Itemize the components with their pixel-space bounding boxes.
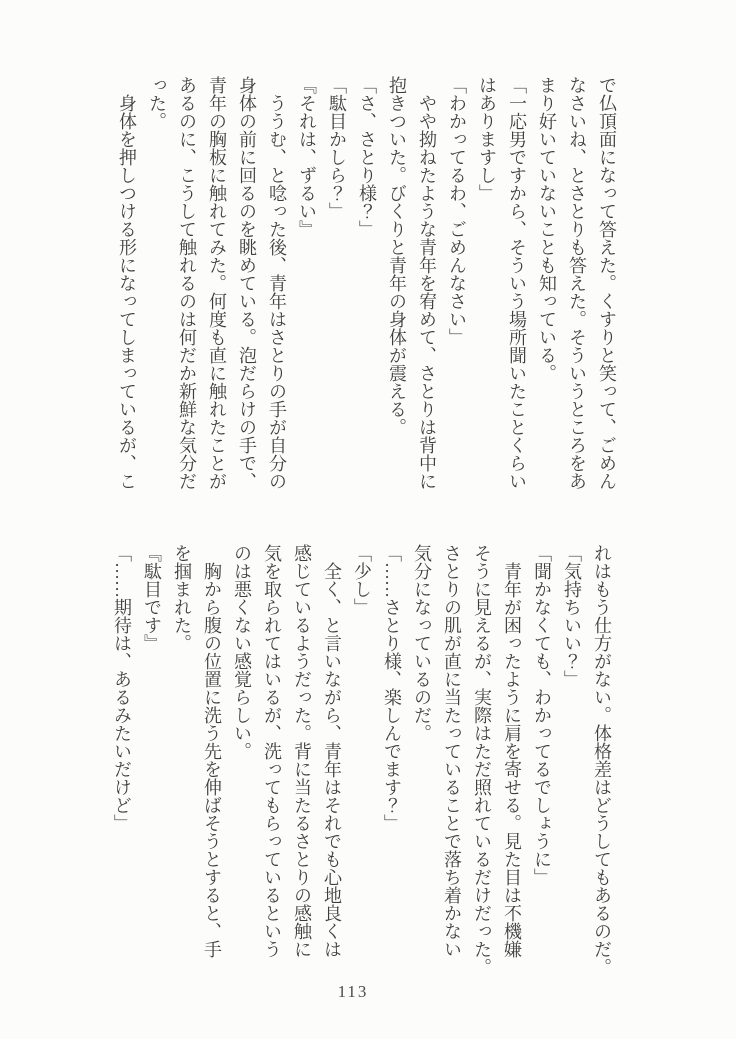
text-line: 「……さとり様、楽しんでます？」 [382, 544, 402, 832]
text-line: さとりの肌が直に当たっていることで落ち着かない [442, 544, 462, 958]
text-line: 気分になっているのだ。 [412, 544, 432, 742]
text-line: を掴まれた。 [172, 544, 192, 652]
text-line: 全く、と言いながら、青年はそれでも心地良くは [322, 562, 342, 958]
text-line: なさいね、とさとりも答えた。そういうところをあ [567, 76, 587, 490]
text-line: で仏頂面になって答えた。くすりと笑って、ごめん [597, 76, 617, 490]
text-line: 抱きついた。びくりと青年の身体が震える。 [387, 76, 407, 436]
text-line: 感じているようだった。背に当たるさとりの感触に [292, 544, 312, 958]
vertical-text-block-top [110, 76, 622, 498]
text-line: そうに見えるが、実際はただ照れているだけだった。 [472, 544, 492, 976]
text-line: 「……期待は、あるみたいだけど」 [112, 544, 132, 832]
text-line: 青年の胸板に触れてみた。何度も直に触れたことが [207, 76, 227, 490]
text-line: 胸から腹の位置に洗う先を伸ばそうとすると、手 [202, 562, 222, 958]
text-line: 『駄目です』 [142, 544, 162, 652]
text-line: 身体を押しつける形になってしまっているが、こ [117, 94, 137, 490]
text-line: 「駄目かしら？」 [327, 76, 347, 220]
text-line: 身体の前に回るのを眺めている。泡だらけの手で、 [237, 76, 257, 490]
vertical-text-block-bottom [105, 544, 617, 982]
text-line: あるのに、こうして触れるのは何だか新鮮な気分だ [177, 76, 197, 490]
text-line: 気を取られてはいるが、洗ってもらっているという [262, 544, 282, 958]
text-line: 青年が困ったように肩を寄せる。見た目は不機嫌 [502, 562, 522, 958]
text-line: まり好いていないことも知っている。 [537, 76, 557, 382]
text-line: やや拗ねたような青年を宥めて、さとりは背中に [417, 94, 437, 490]
text-line: った。 [147, 76, 167, 130]
text-line: 「少し」 [352, 544, 372, 616]
text-line: 『それは、ずるい』 [297, 76, 317, 238]
text-line: ううむ、と唸った後、青年はさとりの手が自分の [267, 94, 287, 490]
text-line: はありますし」 [477, 76, 497, 202]
text-line: 「わかってるわ、ごめんなさい」 [447, 76, 467, 346]
text-line: れはもう仕方がない。体格差はどうしてもあるのだ。 [592, 544, 612, 976]
text-line: 「一応男ですから、そういう場所聞いたことくらい [507, 76, 527, 490]
text-line: 「さ、さとり様？」 [357, 76, 377, 238]
text-line: 「聞かなくても、わかってるでしょうに」 [532, 544, 552, 886]
text-line: 「気持ちいい？」 [562, 544, 582, 688]
page-number: 113 [337, 982, 369, 1001]
text-line: のは悪くない感覚らしい。 [232, 544, 252, 760]
